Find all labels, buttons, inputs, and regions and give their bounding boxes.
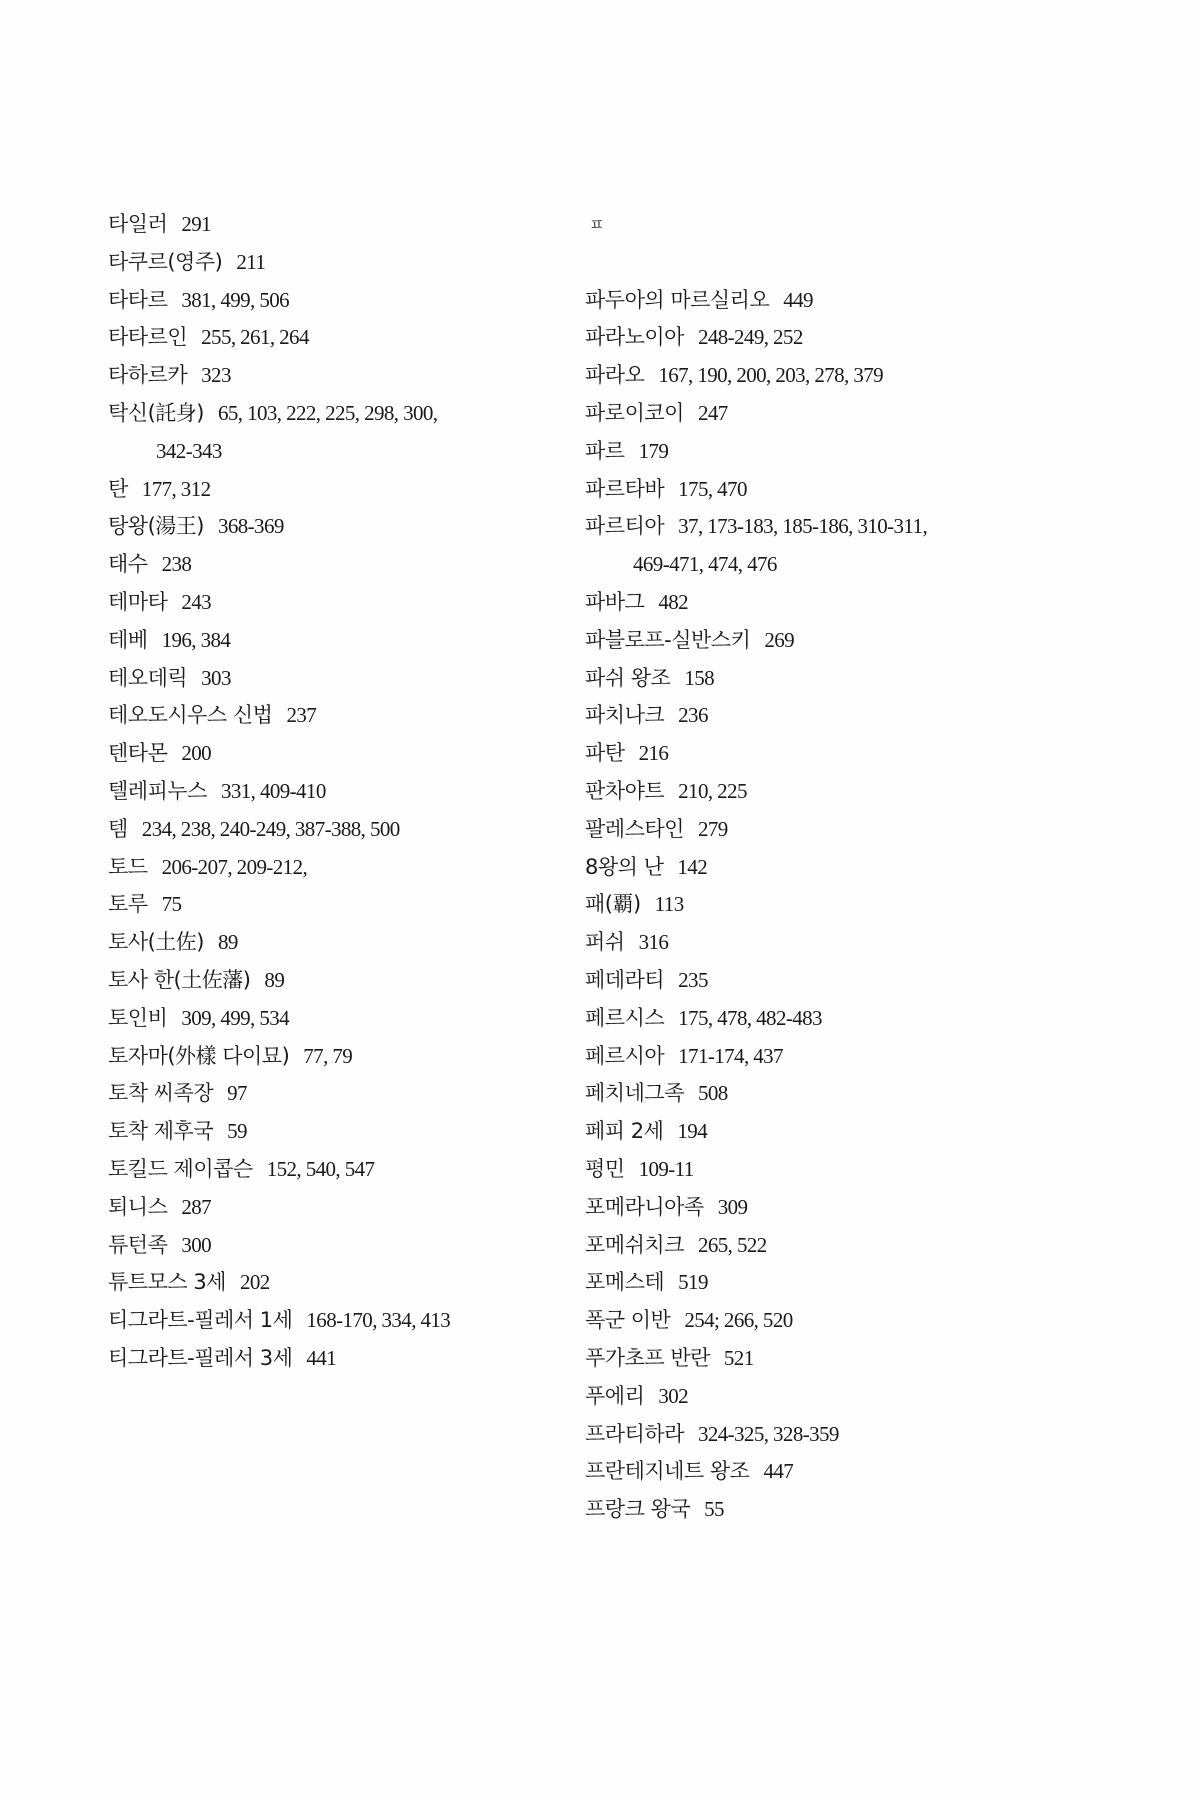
- index-term: 태수: [108, 552, 148, 577]
- index-entry: [585, 433, 1055, 471]
- index-entry: [108, 433, 578, 471]
- index-term: 텐타몬: [108, 741, 168, 766]
- index-term: 폭군 이반: [585, 1308, 671, 1333]
- index-pages: 324-325, 328-359: [697, 1421, 839, 1446]
- index-entry: [585, 849, 1055, 887]
- index-entry: [585, 622, 1055, 660]
- index-term: 퍼쉬: [585, 930, 625, 955]
- index-pages: 247: [697, 400, 728, 425]
- index-entry: [108, 546, 578, 584]
- index-entry: [108, 811, 578, 849]
- index-pages: 65, 103, 222, 225, 298, 300,: [217, 400, 438, 425]
- index-entry: [585, 1302, 1055, 1340]
- index-term: 토루: [108, 892, 148, 917]
- index-term: 토사 한(土佐藩): [108, 967, 251, 992]
- index-term: 프란테지네트 왕조: [585, 1459, 750, 1484]
- index-pages: 200: [181, 741, 212, 766]
- index-pages: 210, 225: [678, 778, 747, 803]
- index-pages: 309, 499, 534: [181, 1005, 290, 1030]
- index-term: 페르시스: [585, 1005, 665, 1030]
- index-pages: 469-471, 474, 476: [633, 552, 777, 577]
- index-pages: 167, 190, 200, 203, 278, 379: [658, 363, 884, 388]
- index-term: 튜턴족: [108, 1232, 168, 1257]
- index-pages: 175, 470: [678, 476, 747, 501]
- index-entry: [585, 1491, 1055, 1529]
- index-pages: 441: [306, 1345, 337, 1370]
- index-entry: [585, 395, 1055, 433]
- index-term: 텔레피누스: [108, 778, 207, 803]
- index-pages: 368-369: [217, 514, 284, 539]
- index-pages: 206-207, 209-212,: [161, 854, 308, 879]
- index-term: 탕왕(湯王): [108, 514, 204, 539]
- index-pages: 342-343: [156, 438, 222, 463]
- index-term: 토착 씨족장: [108, 1081, 214, 1106]
- index-entry: [585, 584, 1055, 622]
- index-entry: [585, 1227, 1055, 1265]
- index-pages: 302: [658, 1383, 689, 1408]
- index-term: 테오도시우스 신법: [108, 703, 273, 728]
- index-entry: [585, 1151, 1055, 1189]
- index-entry: [585, 546, 1055, 584]
- index-entry: [108, 962, 578, 1000]
- index-pages: 323: [201, 363, 231, 388]
- index-term: 테베: [108, 627, 148, 652]
- index-term: 8왕의 난: [585, 854, 664, 879]
- index-pages: 75: [161, 892, 182, 917]
- index-pages: 279: [697, 816, 728, 841]
- index-pages: 238: [161, 552, 192, 577]
- index-pages: 168-170, 334, 413: [306, 1308, 451, 1333]
- index-pages: 171-174, 437: [678, 1043, 783, 1068]
- index-pages: 447: [763, 1459, 794, 1484]
- index-term: 탄: [108, 476, 128, 501]
- index-term: 포메쉬치크: [585, 1232, 684, 1257]
- index-term: 파바그: [585, 589, 645, 614]
- index-entry: [108, 660, 578, 698]
- index-entry: [108, 244, 578, 282]
- index-column-right: [585, 206, 1055, 1529]
- index-entry: [585, 697, 1055, 735]
- index-pages: 243: [181, 589, 212, 614]
- index-entry: [585, 1416, 1055, 1454]
- index-entry: [108, 1151, 578, 1189]
- index-pages: 519: [678, 1270, 708, 1295]
- index-entry: [585, 811, 1055, 849]
- index-term: 테마타: [108, 589, 168, 614]
- index-term: 타타르인: [108, 325, 188, 350]
- index-entry: [108, 357, 578, 395]
- index-term: 포메라니아족: [585, 1194, 704, 1219]
- index-entry: [585, 735, 1055, 773]
- index-pages: 109-11: [638, 1156, 694, 1181]
- index-pages: 521: [723, 1345, 754, 1370]
- index-entry: [108, 206, 578, 244]
- index-term: 파두아의 마르실리오: [585, 287, 770, 312]
- index-entry: [108, 1227, 578, 1265]
- index-term: 평민: [585, 1156, 625, 1181]
- index-entry: [108, 395, 578, 433]
- index-entry: [108, 735, 578, 773]
- index-pages: 158: [684, 665, 715, 690]
- index-term: 타하르카: [108, 363, 188, 388]
- index-pages: 97: [227, 1081, 247, 1106]
- index-pages: 254; 266, 520: [684, 1308, 793, 1333]
- index-pages: 234, 238, 240-249, 387-388, 500: [141, 816, 400, 841]
- index-pages: 265, 522: [697, 1232, 767, 1257]
- index-pages: 177, 312: [141, 476, 211, 501]
- index-entries-right: [585, 282, 1055, 1529]
- index-pages: 142: [677, 854, 708, 879]
- index-entry: [585, 357, 1055, 395]
- index-term: 토드: [108, 854, 148, 879]
- index-pages: 381, 499, 506: [181, 287, 290, 312]
- index-term: 토인비: [108, 1005, 168, 1030]
- index-entry: [585, 1453, 1055, 1491]
- index-entry: [585, 1000, 1055, 1038]
- index-pages: 59: [227, 1119, 247, 1144]
- index-term: 포메스테: [585, 1270, 665, 1295]
- index-entry: [108, 471, 578, 509]
- index-entry: [108, 1075, 578, 1113]
- index-pages: 152, 540, 547: [266, 1156, 375, 1181]
- index-term: 페피 2세: [585, 1119, 664, 1144]
- index-entry: [585, 319, 1055, 357]
- index-pages: 303: [201, 665, 231, 690]
- index-pages: 55: [704, 1497, 724, 1522]
- index-term: 파라오: [585, 363, 645, 388]
- index-term: 튜트모스 3세: [108, 1270, 226, 1295]
- index-entry: [108, 1340, 578, 1378]
- index-term: 파르: [585, 438, 625, 463]
- index-term: 타타르: [108, 287, 168, 312]
- index-pages: 113: [654, 892, 684, 917]
- index-term: 탁신(託身): [108, 400, 204, 425]
- index-pages: 482: [658, 589, 689, 614]
- index-pages: 508: [697, 1081, 728, 1106]
- index-entry: [585, 1378, 1055, 1416]
- index-entry: [108, 1264, 578, 1302]
- index-pages: 316: [638, 930, 669, 955]
- index-pages: 248-249, 252: [697, 325, 803, 350]
- index-term: 토사(土佐): [108, 930, 204, 955]
- index-pages: 287: [181, 1194, 212, 1219]
- index-term: 푸가초프 반란: [585, 1345, 710, 1370]
- index-pages: 300: [181, 1232, 212, 1257]
- index-term: 파치나크: [585, 703, 665, 728]
- index-pages: 196, 384: [161, 627, 231, 652]
- index-term: 팔레스타인: [585, 816, 684, 841]
- index-term: 판차야트: [585, 778, 665, 803]
- section-letter: ㅍ: [589, 215, 605, 234]
- index-term: 토자마(外樣 다이묘): [108, 1043, 290, 1068]
- index-entry: [108, 622, 578, 660]
- index-term: 푸에리: [585, 1383, 645, 1408]
- index-term: 파르타바: [585, 476, 665, 501]
- index-entry: [108, 773, 578, 811]
- index-entry: [108, 886, 578, 924]
- index-entry: [585, 660, 1055, 698]
- index-entry: [585, 962, 1055, 1000]
- index-term: 파블로프-실반스키: [585, 627, 751, 652]
- index-pages: 179: [638, 438, 669, 463]
- index-pages: 89: [264, 967, 285, 992]
- index-term: 프랑크 왕국: [585, 1497, 691, 1522]
- index-term: 파로이코이: [585, 400, 684, 425]
- index-pages: 89: [217, 930, 238, 955]
- index-term: 파쉬 왕조: [585, 665, 671, 690]
- index-term: 티그라트-필레서 3세: [108, 1345, 293, 1370]
- index-entry: [108, 1302, 578, 1340]
- index-entry: [585, 1264, 1055, 1302]
- index-term: 패(覇): [585, 892, 641, 917]
- index-term: 토착 제후국: [108, 1119, 214, 1144]
- index-entry: [585, 886, 1055, 924]
- index-entry: [585, 1340, 1055, 1378]
- index-term: 토킬드 제이콥슨: [108, 1156, 253, 1181]
- index-pages: 194: [677, 1119, 708, 1144]
- index-entry: [108, 697, 578, 735]
- index-pages: 77, 79: [303, 1043, 353, 1068]
- index-pages: 235: [678, 967, 708, 992]
- index-term: 페치네그족: [585, 1081, 684, 1106]
- index-term: 타일러: [108, 212, 168, 236]
- index-entry: [585, 773, 1055, 811]
- index-entry: [585, 1189, 1055, 1227]
- index-entry: [108, 1189, 578, 1227]
- index-entry: [108, 924, 578, 962]
- index-pages: 269: [764, 627, 795, 652]
- index-term: 타쿠르(영주): [108, 249, 223, 274]
- index-entry: [585, 508, 1055, 546]
- index-pages: 309: [717, 1194, 748, 1219]
- index-entry: [108, 849, 578, 887]
- index-pages: 175, 478, 482-483: [678, 1005, 822, 1030]
- index-term: 페르시아: [585, 1043, 665, 1068]
- index-pages: 37, 173-183, 185-186, 310-311,: [678, 514, 928, 539]
- index-entry: [585, 1038, 1055, 1076]
- index-term: 파라노이아: [585, 325, 684, 350]
- index-column-left: [108, 206, 578, 1378]
- index-pages: 449: [783, 287, 813, 312]
- index-entry: [108, 1038, 578, 1076]
- index-pages: 211: [236, 249, 266, 274]
- index-entry: [585, 282, 1055, 320]
- index-entry: [585, 471, 1055, 509]
- index-pages: 255, 261, 264: [201, 325, 309, 350]
- index-term: 퇴니스: [108, 1194, 168, 1219]
- section-gap: [585, 244, 1055, 282]
- index-pages: 237: [286, 703, 317, 728]
- index-term: 테오데릭: [108, 665, 188, 690]
- index-pages: 202: [239, 1270, 270, 1295]
- index-entry: [108, 319, 578, 357]
- index-term: 티그라트-필레서 1세: [108, 1308, 293, 1333]
- index-pages: 216: [638, 741, 669, 766]
- index-entry: [108, 282, 578, 320]
- index-pages: 291: [181, 212, 212, 236]
- index-entry: [585, 924, 1055, 962]
- index-entry: [108, 584, 578, 622]
- index-term: 템: [108, 816, 128, 841]
- index-pages: 331, 409-410: [220, 778, 326, 803]
- index-entry: [108, 1000, 578, 1038]
- index-entry: [585, 1075, 1055, 1113]
- index-entry: [108, 508, 578, 546]
- index-pages: 236: [678, 703, 708, 728]
- index-entry: [585, 1113, 1055, 1151]
- index-term: 프라티하라: [585, 1421, 684, 1446]
- index-entry: [108, 1113, 578, 1151]
- index-term: 페데라티: [585, 967, 665, 992]
- index-term: 파탄: [585, 741, 625, 766]
- index-term: 파르티아: [585, 514, 665, 539]
